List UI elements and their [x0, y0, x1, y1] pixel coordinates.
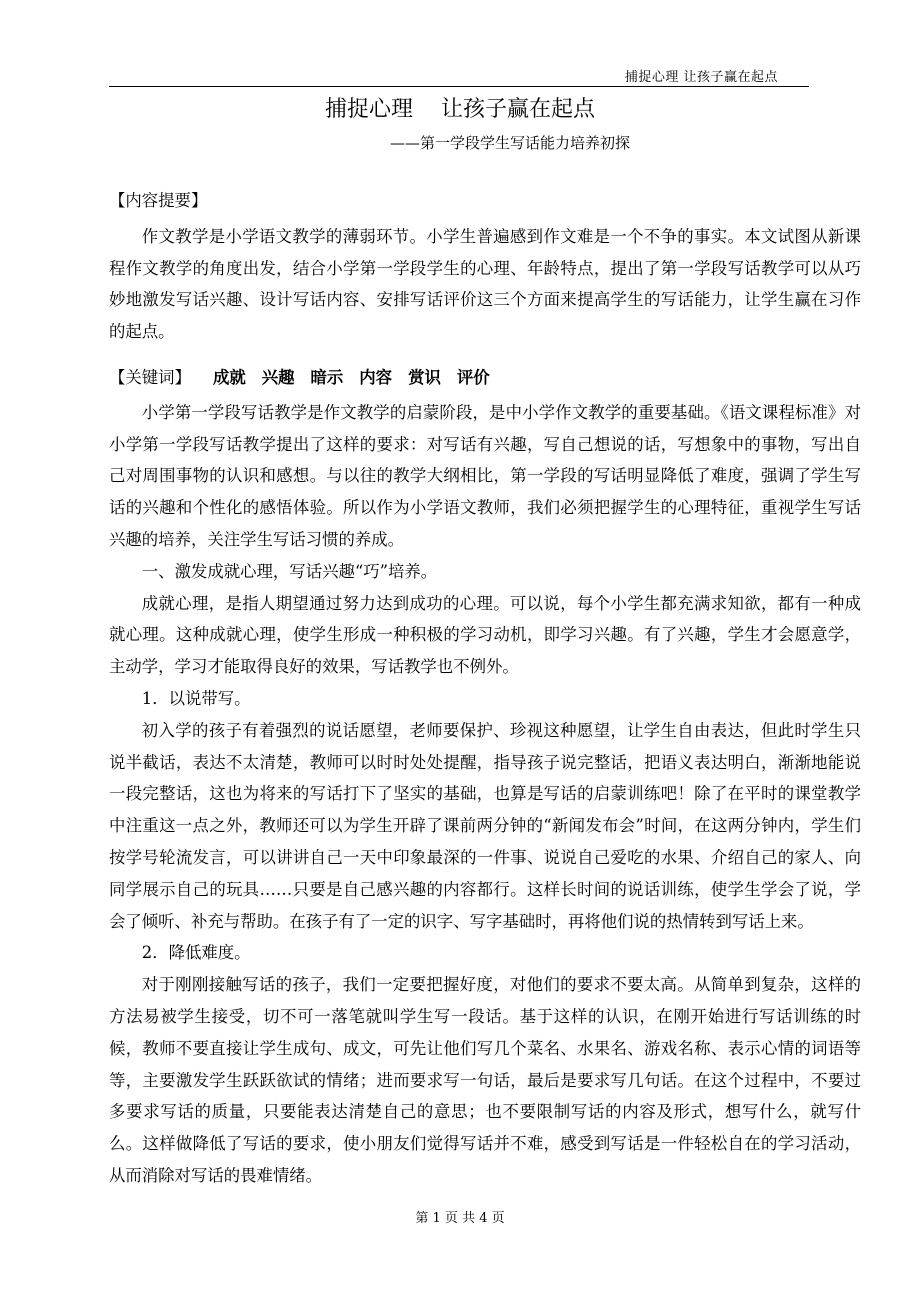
subsection-heading: 2．降低难度。 [141, 943, 251, 963]
intro-paragraph: 小学第一学段写话教学是作文教学的启蒙阶段，是中小学作文教学的重要基础。《语文课程标准》对小学第一学段写话教学提出了这样的要求：对写话有兴趣，写自己想说的话，写想象中的事物，写出自己对周围事物的认识和感想。与以往的教学大纲相比，第一学段的写话明显降低了难度，强调了学生写话的兴趣和个性化的感悟体验。所以作为小学语文教师，我们必须把握学生的心理特征，重视学生写话兴趣的培养，关注学生写话习惯的养成。 [109, 402, 861, 549]
document-subtitle: ——第一学段学生写话能力培养初探 [390, 134, 631, 152]
keywords-label: 【关键词】 [109, 367, 191, 387]
keyword: 兴趣 [261, 367, 295, 387]
subsection-paragraph: 初入学的孩子有着强烈的说话愿望，老师要保护、珍视这种愿望，让学生自由表达，但此时学生只说半截话，表达不太清楚，教师可以时时处处提醒，指导孩子说完整话，把语义表达明白，渐渐地能说一段完整话，这也为将来的写话打下了坚实的基础，也算是写话的启蒙训练吧！除了在平时的课堂教学中注重这一点之外，教师还可以为学生开辟了课前两分钟的“新闻发布会”时间，在这两分钟内，学生们按学号轮流发言，可以讲讲自己一天中印象最深的一件事、说说自己爱吃的水果、介绍自己的家人、向同学展示自己的玩具……只要是自己感兴趣的内容都行。这样长时间的说话训练，使学生学会了说，学会了倾听、补充与帮助。在孩子有了一定的识字、写字基础时，再将他们说的热情转到写话上来。 [109, 720, 861, 931]
page-number: 第 1 页 共 4 页 [415, 1211, 505, 1226]
header-rule [109, 86, 809, 87]
keyword: 评价 [456, 367, 490, 387]
keyword: 成就 [212, 367, 246, 387]
running-header: 捕捉心理 让孩子赢在起点 [624, 70, 778, 85]
keywords-line [109, 362, 861, 394]
subsection-paragraph: 对于刚刚接触写话的孩子，我们一定要把握好度，对他们的要求不要太高。从简单到复杂，这样的方法易被学生接受，切不可一落笔就叫学生写一段话。基于这样的认识，在刚开始进行写话训练的时候，教师不要直接让学生成句、成文，可先让他们写几个菜名、水果名、游戏名称、表示心情的词语等等，主要激发学生跃跃欲试的情绪；进而要求写一句话，最后是要求写几句话。在这个过程中，不要过多要求写话的质量，只要能表达清楚自己的意思；也不要限制写话的内容及形式，想写什么，就写什么。这样做降低了写话的要求，使小朋友们觉得写话并不难，感受到写话是一件轻松自在的学习活动，从而消除对写话的畏难情绪。 [109, 975, 861, 1185]
keyword: 暗示 [310, 367, 344, 387]
section-heading: 一、激发成就心理，写话兴趣“巧”培养。 [141, 561, 438, 581]
keyword: 内容 [359, 367, 393, 387]
document-body [109, 185, 861, 1192]
subsection-heading: 1．以说带写。 [141, 688, 251, 708]
abstract-label: 【内容提要】 [109, 191, 208, 210]
keyword: 赏识 [408, 367, 441, 387]
keywords-list [213, 368, 490, 387]
document-title: 捕捉心理 让孩子赢在起点 [325, 97, 595, 122]
section-paragraph: 成就心理，是指人期望通过努力达到成功的心理。可以说，每个小学生都充满求知欲，都有一种成就心理。这种成就心理，使学生形成一种积极的学习动机，即学习兴趣。有了兴趣，学生才会愿意学，主动学，学习才能取得良好的效果，写话教学也不例外。 [109, 593, 861, 677]
abstract-text: 作文教学是小学语文教学的薄弱环节。小学生普遍感到作文难是一个不争的事实。本文试图从新课程作文教学的角度出发，结合小学第一学段学生的心理、年龄特点，提出了第一学段写话教学可以从巧妙地激发写话兴趣、设计写话内容、安排写话评价这三个方面来提高学生的写话能力，让学生赢在习作的起点。 [109, 226, 861, 342]
